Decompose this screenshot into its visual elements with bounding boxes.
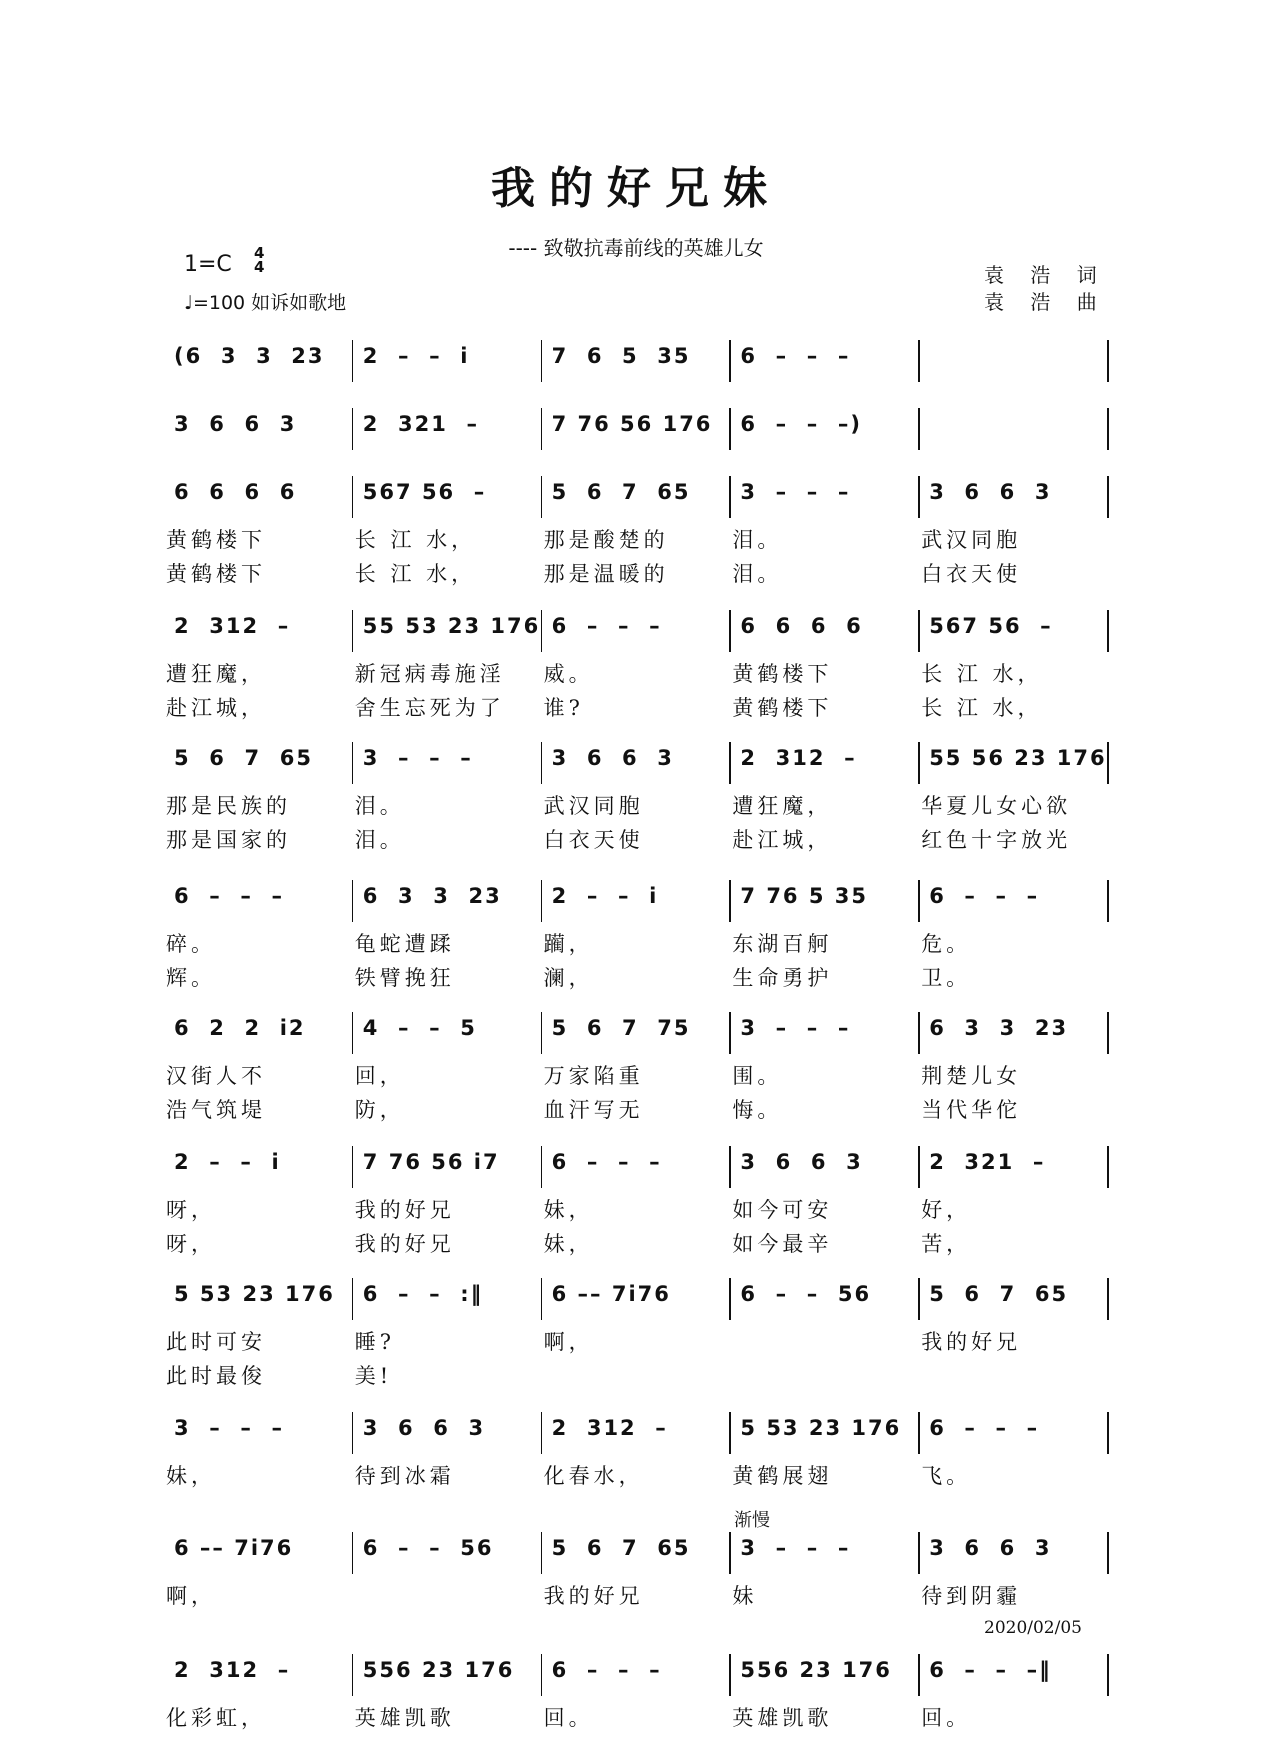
measure-notes: 6 2 2 i2 [174, 1016, 306, 1040]
measure-notes: 2 312 – [551, 1416, 668, 1440]
measure-notes: 6 – – –) [740, 412, 862, 436]
lyric-segment: 泪。 [732, 562, 783, 586]
lyrics-verse-1 [166, 1580, 1110, 1610]
lyric-segment: 此时可安 [166, 1330, 266, 1354]
lyric-segment: 舍生忘死为了 [354, 696, 505, 720]
measure-notes: 2 312 – [174, 1658, 291, 1682]
measure-notes: 55 56 23 176 [929, 746, 1107, 770]
lyric-segment: 美! [354, 1364, 393, 1388]
lyrics-verse-2 [166, 1360, 1110, 1390]
measure-notes: 2 321 – [362, 412, 479, 436]
notes-row [166, 1658, 1110, 1682]
lyric-segment: 新冠病毒施淫 [354, 662, 505, 686]
measure-notes: 3 – – – [740, 1536, 851, 1560]
measure-notes: 6 – – 56 [362, 1536, 494, 1560]
notes-row [166, 412, 1110, 436]
measure-notes: 6 3 3 23 [929, 1016, 1069, 1040]
lyric-segment: 英雄凯歌 [732, 1706, 833, 1730]
measure-notes: 5 53 23 176 [174, 1282, 335, 1306]
lyrics-verse-1 [166, 1194, 1110, 1224]
lyric-segment: 那是酸楚的 [543, 528, 669, 552]
lyric-segment: 黄鹤楼下 [732, 662, 833, 686]
lyric-segment: 回。 [921, 1706, 972, 1730]
lyric-segment: 生命勇护 [732, 966, 833, 990]
lyric-segment: 啊， [543, 1330, 594, 1354]
lyric-segment [732, 1360, 921, 1390]
lyric-segment: 啊， [166, 1584, 216, 1608]
notes-row [166, 480, 1110, 504]
lyric-segment: 好， [921, 1198, 972, 1222]
lyric-segment: 长 江 水， [354, 562, 477, 586]
lyric-segment: 辉。 [166, 966, 216, 990]
measure-notes: 3 6 6 3 [929, 1536, 1052, 1560]
lyric-segment: 化春水， [543, 1464, 644, 1488]
lyric-segment: 血汗写无 [543, 1098, 644, 1122]
measure-notes: 6 3 3 23 [362, 884, 502, 908]
lyric-segment: 危。 [921, 932, 972, 956]
lyricist: 袁 浩 词 [984, 263, 1107, 287]
measure-notes: 6 – – – [551, 1150, 662, 1174]
song-title: 我的好兄妹 [491, 163, 781, 214]
lyric-segment: 长 江 水， [921, 662, 1043, 686]
lyric-segment: 当代华佗 [921, 1098, 1022, 1122]
lyric-segment: 赴江城， [166, 696, 266, 720]
lyric-segment: 那是温暖的 [543, 562, 669, 586]
measure-notes: 6 – – –‖ [929, 1658, 1052, 1682]
lyrics-verse-1 [166, 928, 1110, 958]
measure-notes: 5 6 7 65 [551, 1536, 691, 1560]
lyric-segment: 英雄凯歌 [354, 1706, 455, 1730]
lyric-segment [732, 1326, 921, 1356]
lyric-segment: 妹， [166, 1464, 216, 1488]
lyric-segment: 威。 [543, 662, 594, 686]
measure-notes: 2 – – i [362, 344, 470, 368]
measure-notes: 556 23 176 [362, 1658, 515, 1682]
measure-notes: 3 – – – [740, 480, 851, 504]
lyric-segment: 谁? [543, 696, 584, 720]
notes-row [166, 884, 1110, 908]
lyric-segment: 我的好兄 [921, 1330, 1022, 1354]
lyric-segment: 妹， [543, 1198, 594, 1222]
lyrics-verse-1 [166, 1326, 1110, 1356]
lyric-segment: 飞。 [921, 1464, 972, 1488]
measure-notes: 2 312 – [740, 746, 857, 770]
lyric-segment: 那是国家的 [166, 828, 291, 852]
measure-notes: 6 6 6 6 [740, 614, 863, 638]
measure-notes: (6 3 3 23 [174, 344, 325, 368]
lyric-segment: 待到阴霾 [921, 1584, 1022, 1608]
time-signature [254, 246, 264, 274]
tempo-marking: ♩=100 如诉如歌地 [184, 292, 347, 314]
notes-row [166, 1536, 1110, 1560]
credits [984, 262, 1107, 316]
lyric-segment: 防， [354, 1098, 405, 1122]
lyric-segment: 赴江城， [732, 828, 833, 852]
measure-notes: 3 6 6 3 [740, 1150, 863, 1174]
measure-notes: 6 – – – [740, 344, 851, 368]
measure-notes: 5 6 7 65 [929, 1282, 1069, 1306]
lyric-segment: 黄鹤展翅 [732, 1464, 833, 1488]
notes-row [166, 1282, 1110, 1306]
measure-notes: 2 – – i [551, 884, 659, 908]
lyric-segment: 那是民族的 [166, 794, 291, 818]
lyric-segment: 躏， [543, 932, 594, 956]
measure-notes: 6 – – – [174, 884, 284, 908]
measure-notes: 5 53 23 176 [740, 1416, 902, 1440]
measure-notes: 3 – – – [740, 1016, 851, 1040]
lyrics-verse-2 [166, 1094, 1110, 1124]
lyric-segment: 白衣天使 [543, 828, 644, 852]
measure-notes: 3 – – – [174, 1416, 284, 1440]
lyric-segment: 华夏儿女心欲 [921, 794, 1072, 818]
measure-notes: 2 321 – [929, 1150, 1046, 1174]
measure-notes: 6 –– 7i76 [174, 1536, 294, 1560]
lyric-segment: 黄鹤楼下 [166, 528, 266, 552]
measure-notes: 6 – – – [929, 884, 1040, 908]
measure-notes: 3 6 6 3 [929, 480, 1052, 504]
lyric-segment: 汉街人不 [166, 1064, 266, 1088]
measure-notes: 7 6 5 35 [551, 344, 691, 368]
lyric-segment: 待到冰霜 [354, 1464, 455, 1488]
notes-row [166, 1016, 1110, 1040]
lyric-segment: 万家陷重 [543, 1064, 644, 1088]
lyrics-verse-1 [166, 1060, 1110, 1090]
lyric-segment: 长 江 水， [354, 528, 477, 552]
lyric-segment: 武汉同胞 [543, 794, 644, 818]
lyric-segment: 黄鹤楼下 [732, 696, 833, 720]
lyric-segment: 我的好兄 [354, 1198, 455, 1222]
measure-notes: 2 312 – [174, 614, 291, 638]
lyric-segment: 妹， [543, 1232, 594, 1256]
lyric-segment: 悔。 [732, 1098, 783, 1122]
lyric-segment: 浩气筑堤 [166, 1098, 266, 1122]
measure-notes: 3 – – – [362, 746, 473, 770]
lyrics-verse-2 [166, 558, 1110, 588]
lyric-segment: 遭狂魔， [732, 794, 833, 818]
lyric-segment: 泪。 [354, 794, 405, 818]
measure-notes: 6 – – – [551, 614, 662, 638]
lyric-segment: 呀， [166, 1198, 216, 1222]
measure-notes: 5 6 7 65 [174, 746, 313, 770]
lyric-segment: 白衣天使 [921, 562, 1022, 586]
lyrics-verse-1 [166, 1460, 1110, 1490]
key-signature: 1=C [184, 252, 232, 277]
lyric-segment: 回， [354, 1064, 405, 1088]
lyric-segment: 睡? [354, 1330, 396, 1354]
lyric-segment: 围。 [732, 1064, 783, 1088]
ritardando-marking: 渐慢 [734, 1510, 770, 1531]
measure-notes: 6 – – :‖ [362, 1282, 484, 1306]
composer: 袁 浩 曲 [984, 290, 1107, 314]
measure-notes: 567 56 – [929, 614, 1053, 638]
lyric-segment: 东湖百舸 [732, 932, 833, 956]
lyric-segment: 卫。 [921, 966, 972, 990]
notes-row [166, 1150, 1110, 1174]
lyric-segment: 泪。 [732, 528, 783, 552]
lyric-segment: 荆楚儿女 [921, 1064, 1022, 1088]
lyric-segment: 我的好兄 [354, 1232, 455, 1256]
lyric-segment: 妹 [732, 1584, 758, 1608]
lyrics-verse-2 [166, 692, 1110, 722]
lyric-segment: 呀， [166, 1232, 216, 1256]
lyric-segment: 我的好兄 [543, 1584, 644, 1608]
song-subtitle: ---- 致敬抗毒前线的英雄儿女 [508, 236, 764, 260]
lyric-segment: 回。 [543, 1706, 594, 1730]
lyrics-verse-1 [166, 790, 1110, 820]
lyric-segment: 龟蛇遭蹂 [354, 932, 455, 956]
lyric-segment: 如今最辛 [732, 1232, 833, 1256]
lyric-segment: 澜， [543, 966, 594, 990]
notes-row [166, 344, 1110, 368]
lyrics-verse-1 [166, 1702, 1110, 1732]
measure-notes: 55 53 23 176 [362, 614, 541, 638]
measure-notes: 3 6 6 3 [174, 412, 297, 436]
meter-top: 4 [254, 244, 265, 262]
measure-notes: 6 –– 7i76 [551, 1282, 671, 1306]
lyric-segment [544, 1360, 733, 1390]
measure-notes: 4 – – 5 [362, 1016, 477, 1040]
measure-notes: 6 – – – [929, 1416, 1040, 1440]
lyric-segment: 如今可安 [732, 1198, 833, 1222]
measure-notes: 6 – – – [551, 1658, 662, 1682]
measure-notes: 3 6 6 3 [551, 746, 674, 770]
composition-date: 2020/02/05 [984, 1618, 1082, 1638]
notes-row [166, 614, 1110, 638]
lyric-segment: 化彩虹， [166, 1706, 266, 1730]
lyric-segment: 黄鹤楼下 [166, 562, 266, 586]
lyric-segment: 红色十字放光 [921, 828, 1072, 852]
measure-notes: 7 76 56 176 [551, 412, 713, 436]
lyric-segment [355, 1580, 544, 1610]
lyric-segment: 武汉同胞 [921, 528, 1022, 552]
measure-notes: 2 – – i [174, 1150, 281, 1174]
measure-notes: 6 6 6 6 [174, 480, 297, 504]
lyric-segment: 遭狂魔， [166, 662, 266, 686]
measure-notes: 556 23 176 [740, 1658, 892, 1682]
lyrics-verse-1 [166, 524, 1110, 554]
measure-notes: 7 76 56 i7 [362, 1150, 500, 1174]
measure-notes: 567 56 – [362, 480, 487, 504]
measure-notes: 6 – – 56 [740, 1282, 872, 1306]
lyrics-verse-2 [166, 824, 1110, 854]
lyrics-verse-1 [166, 658, 1110, 688]
lyric-segment [921, 1360, 1110, 1390]
measure-notes: 5 6 7 75 [551, 1016, 691, 1040]
notes-row [166, 1416, 1110, 1440]
notes-row [166, 746, 1110, 770]
lyric-segment: 泪。 [354, 828, 405, 852]
lyric-segment: 此时最俊 [166, 1364, 266, 1388]
lyric-segment: 铁臂挽狂 [354, 966, 455, 990]
lyrics-verse-2 [166, 962, 1110, 992]
lyric-segment: 碎。 [166, 932, 216, 956]
meter-bottom: 4 [254, 258, 265, 276]
lyric-segment: 长 江 水， [921, 696, 1043, 720]
lyrics-verse-2 [166, 1228, 1110, 1258]
lyric-segment: 苦， [921, 1232, 972, 1256]
measure-notes: 3 6 6 3 [362, 1416, 486, 1440]
measure-notes: 5 6 7 65 [551, 480, 691, 504]
measure-notes: 7 76 5 35 [740, 884, 868, 908]
